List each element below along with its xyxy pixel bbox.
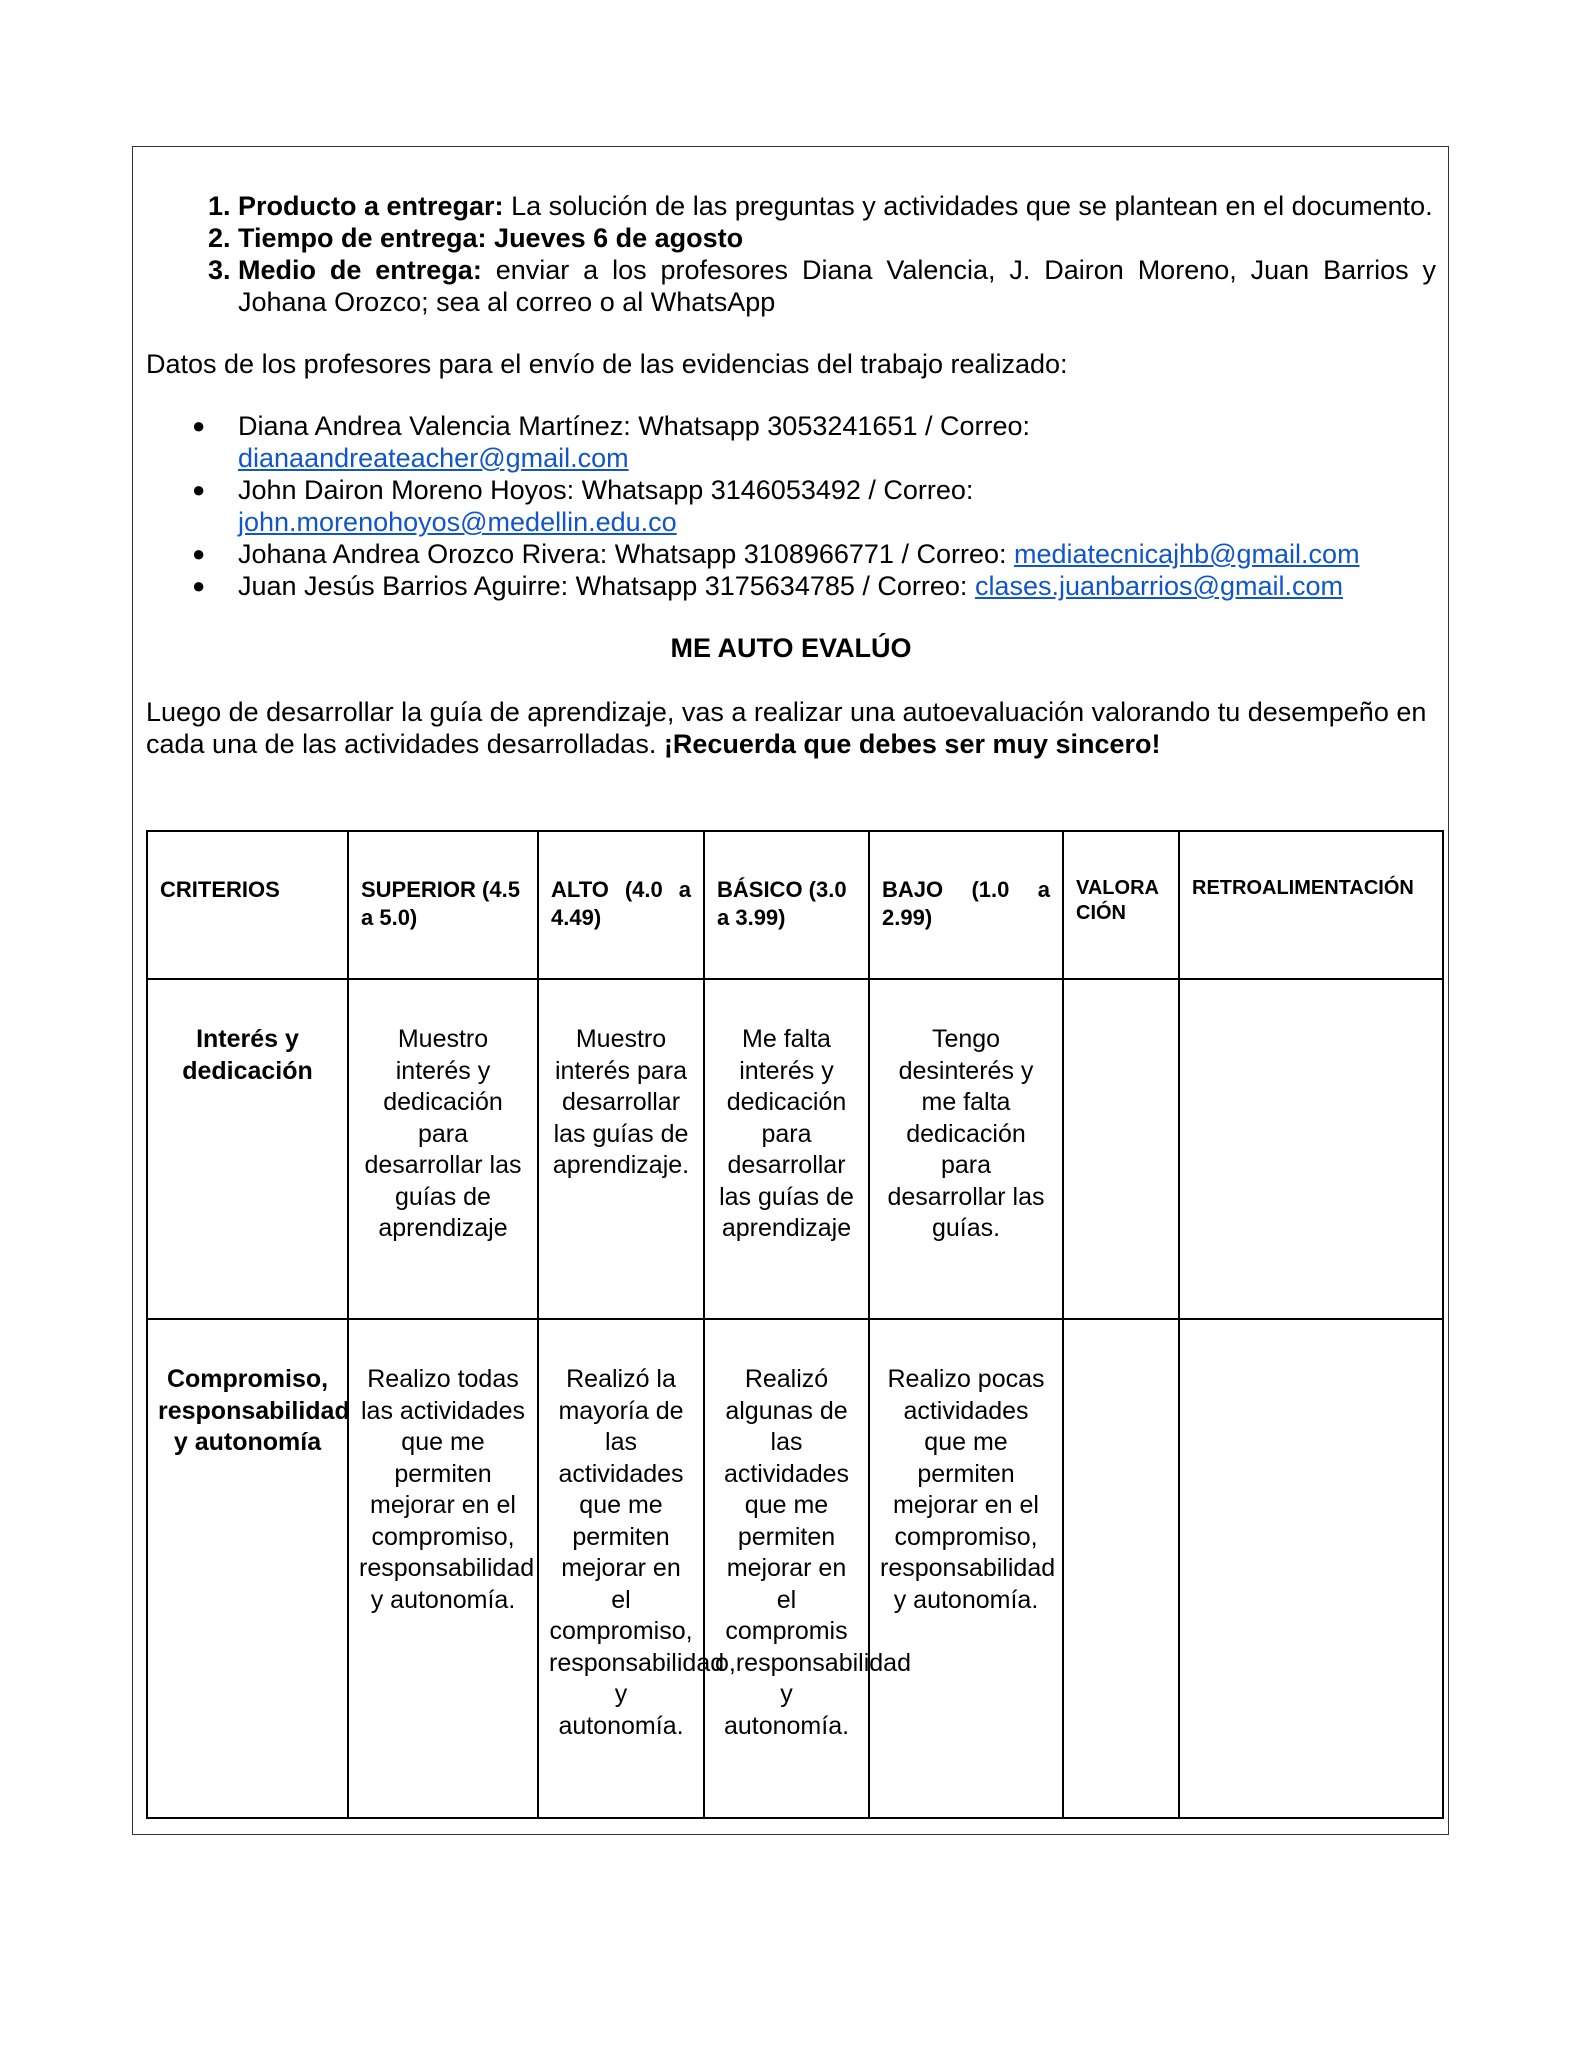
document-body — [146, 190, 1436, 760]
table-row — [147, 979, 1443, 1319]
teacher-item — [192, 474, 1436, 538]
teacher-item — [192, 570, 1436, 602]
delivery-item-medium — [238, 254, 1436, 318]
teacher-email-link[interactable]: mediatecnicajhb@gmail.com — [1014, 539, 1360, 569]
self-eval-title: ME AUTO EVALÚO — [670, 633, 912, 663]
rubric-header-row — [147, 831, 1443, 979]
delivery-label: Medio de entrega: — [238, 255, 482, 285]
teacher-contact: Diana Andrea Valencia Martínez: Whatsapp 3053241651 / Correo: — [238, 411, 1030, 441]
bajo-cell: Realizo pocas actividades que me permiten mejorar en el compromiso, responsabilidad y autonomía. — [869, 1319, 1063, 1818]
delivery-item-time — [238, 222, 1436, 254]
valoracion-cell[interactable] — [1063, 1319, 1179, 1818]
delivery-item-product — [238, 190, 1436, 222]
self-eval-intro-text: Luego de desarrollar la guía de aprendizaje, vas a realizar una autoevaluación valorando tu desempeño en cada una de las actividades desarrolladas. — [146, 697, 1427, 759]
teacher-item — [192, 410, 1436, 474]
superior-cell: Muestro interés y dedicación para desarrollar las guías de aprendizaje — [348, 979, 538, 1319]
superior-cell: Realizo todas las actividades que me permiten mejorar en el compromiso, responsabilidad y autonomía. — [348, 1319, 538, 1818]
basico-cell: Realizó algunas de las actividades que me permiten mejorar en el compromis o,responsabilidad y autonomía. — [704, 1319, 869, 1818]
teacher-contact: John Dairon Moreno Hoyos: Whatsapp 3146053492 / Correo: — [238, 475, 974, 505]
header-alto: ALTO (4.0 a 4.49) — [538, 831, 704, 979]
delivery-label: Producto a entregar: — [238, 191, 504, 221]
teachers-list — [146, 410, 1436, 602]
rubric-table — [146, 830, 1444, 1819]
criterion-cell: Interés y dedicación — [147, 979, 348, 1319]
teacher-email-link[interactable]: john.morenohoyos@medellin.edu.co — [238, 507, 677, 537]
bajo-cell: Tengo desinterés y me falta dedicación para desarrollar las guías. — [869, 979, 1063, 1319]
delivery-list — [146, 190, 1436, 318]
bullet-icon: ● — [192, 413, 206, 438]
table-row — [147, 1319, 1443, 1818]
alto-cell: Realizó la mayoría de las actividades que me permiten mejorar en el compromiso, responsabilidad y autonomía. — [538, 1319, 704, 1818]
header-basico: BÁSICO (3.0 a 3.99) — [704, 831, 869, 979]
self-eval-emphasis: ¡Recuerda que debes ser muy sincero! — [663, 729, 1161, 759]
header-criterios: CRITERIOS — [147, 831, 348, 979]
delivery-label: Tiempo de entrega: Jueves 6 de agosto — [238, 223, 744, 253]
retroalimentacion-cell[interactable] — [1179, 979, 1443, 1319]
teacher-email-link[interactable]: clases.juanbarrios@gmail.com — [974, 571, 1343, 601]
header-valoracion: VALORA CIÓN — [1063, 831, 1179, 979]
basico-cell: Me falta interés y dedicación para desarrollar las guías de aprendizaje — [704, 979, 869, 1319]
header-retroalimentacion: RETROALIMENTACIÓN — [1179, 831, 1443, 979]
valoracion-cell[interactable] — [1063, 979, 1179, 1319]
teacher-contact: Johana Andrea Orozco Rivera: Whatsapp 3108966771 / Correo: — [238, 539, 1007, 569]
teacher-item — [192, 538, 1436, 570]
bullet-icon: ● — [192, 477, 206, 502]
retroalimentacion-cell[interactable] — [1179, 1319, 1443, 1818]
delivery-text: enviar a los profesores Diana Valencia, J. Dairon Moreno, Juan Barrios y Johana Orozco; sea al correo o al WhatsApp — [238, 255, 1436, 317]
criterion-cell: Compromiso, responsabilidad y autonomía — [147, 1319, 348, 1818]
bullet-icon: ● — [192, 541, 206, 566]
delivery-text: La solución de las preguntas y actividades que se plantean en el documento. — [511, 191, 1433, 221]
bullet-icon: ● — [192, 573, 206, 598]
teacher-contact: Juan Jesús Barrios Aguirre: Whatsapp 3175634785 / Correo: — [238, 571, 968, 601]
self-eval-intro — [146, 696, 1436, 760]
header-bajo: BAJO (1.0 a 2.99) — [869, 831, 1063, 979]
header-superior: SUPERIOR (4.5 a 5.0) — [348, 831, 538, 979]
teacher-email-link[interactable]: dianaandreateacher@gmail.com — [238, 443, 629, 473]
teachers-intro: Datos de los profesores para el envío de las evidencias del trabajo realizado: — [146, 349, 1068, 379]
alto-cell: Muestro interés para desarrollar las guías de aprendizaje. — [538, 979, 704, 1319]
